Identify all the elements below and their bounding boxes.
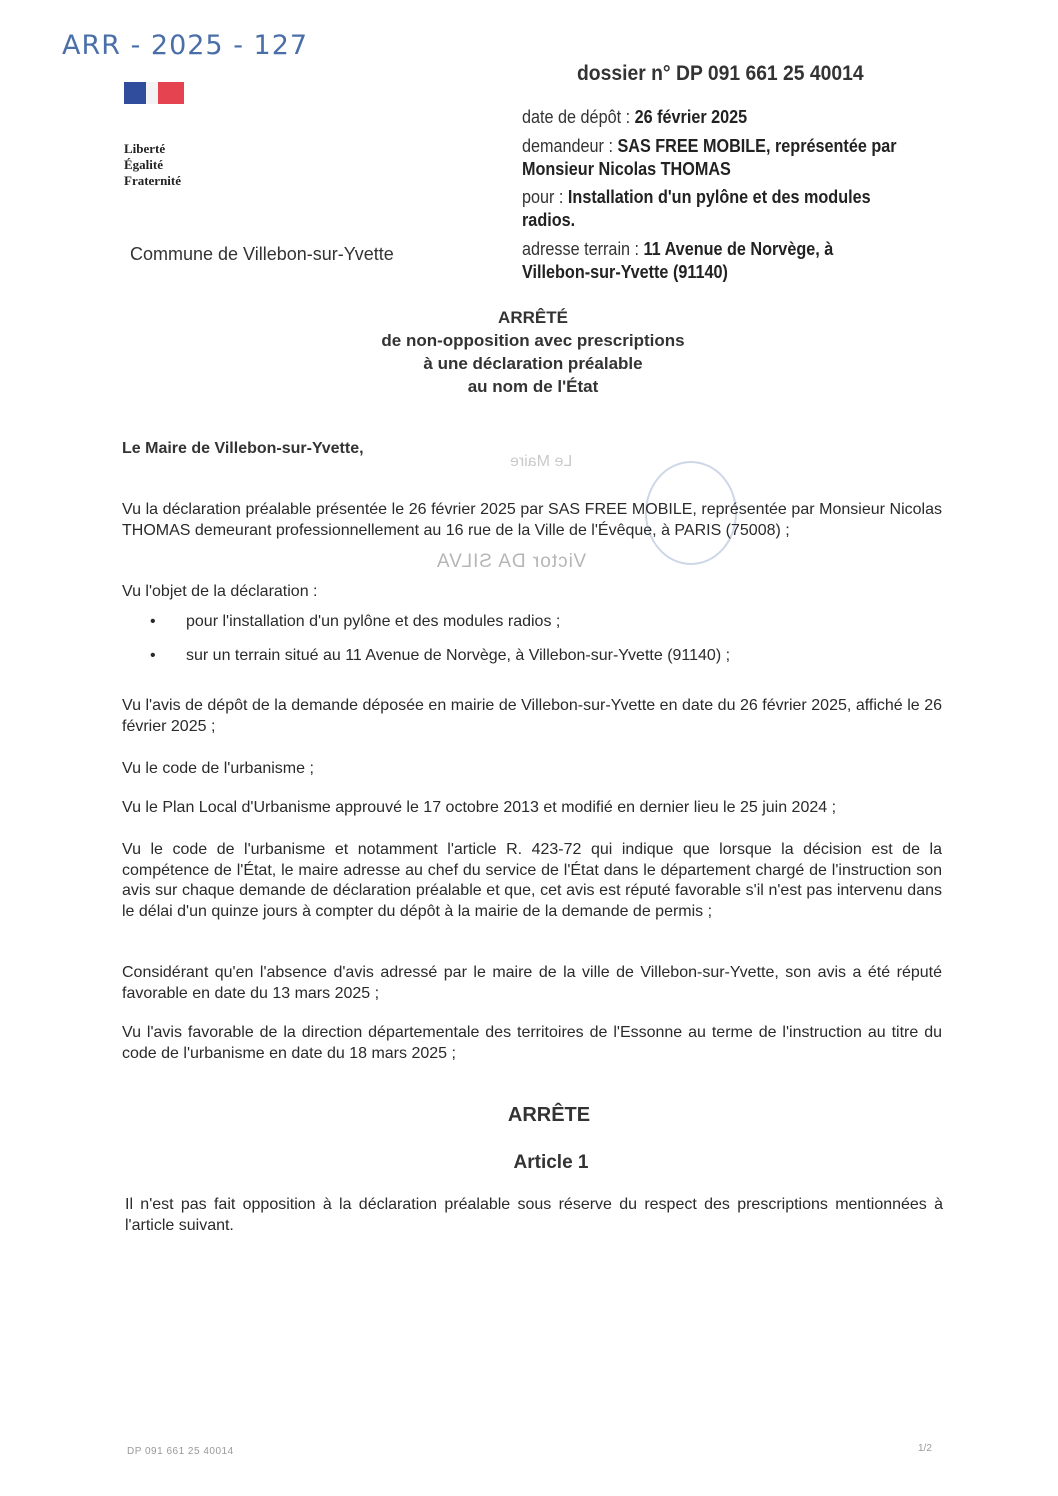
purpose-value: Installation d'un pylône et des modules radios. <box>522 187 871 230</box>
paragraph-declaration: Vu la déclaration préalable présentée le 26 février 2025 par SAS FREE MOBILE, représentée par Monsieur Nicolas THOMAS demeurant professionnellement au 16 rue de la Ville de l'Évêque, à PARIS (75008) ; <box>122 501 942 539</box>
land-address-label: adresse terrain : <box>522 239 644 259</box>
list-item-text: pour l'installation d'un pylône et des modules radios ; <box>186 613 561 630</box>
motto-fraternite: Fraternité <box>124 173 182 188</box>
handwritten-reference: ARR - 2025 - 127 <box>62 30 309 61</box>
footer-reference: DP 091 661 25 40014 <box>127 1446 234 1457</box>
republic-motto <box>124 141 181 189</box>
applicant-label: demandeur : <box>522 136 618 156</box>
title-line-4: au nom de l'État <box>467 377 599 396</box>
decision-heading: ARRÊTE <box>507 1104 591 1126</box>
title-line-3: à une déclaration préalable <box>423 354 643 373</box>
republique-flag-logo <box>124 82 184 104</box>
title-arrete: ARRÊTÉ <box>498 308 568 327</box>
purpose-label: pour : <box>522 187 568 207</box>
page-number: 1/2 <box>918 1443 932 1454</box>
stamp-mayor-text: Le Maire <box>510 453 573 470</box>
paragraph-ddt-opinion: Vu l'avis favorable de la direction départementale des territoires de l'Essonne au terme de l'instruction au titre du code de l'urbanisme en date du 18 mars 2025 ; <box>122 1024 942 1062</box>
paragraph-object: Vu l'objet de la déclaration : <box>122 583 318 600</box>
deposit-date <box>522 106 900 129</box>
paragraph-code: Vu le code de l'urbanisme ; <box>122 760 314 777</box>
mayor-heading: Le Maire de Villebon-sur-Yvette, <box>122 440 364 457</box>
bullet-icon: • <box>150 613 156 630</box>
title-line-2: de non-opposition avec prescriptions <box>381 331 685 350</box>
paragraph-plu: Vu le Plan Local d'Urbanisme approuvé le 17 octobre 2013 et modifié en dernier lieu le 25 juin 2024 ; <box>122 799 837 816</box>
applicant-value: SAS FREE MOBILE, représentée par Monsieur Nicolas THOMAS <box>522 136 897 179</box>
commune-name: Commune de Villebon-sur-Yvette <box>130 244 394 264</box>
paragraph-article: Vu le code de l'urbanisme et notamment l'article R. 423-72 qui indique que lorsque la décision est de la compétence de l'État, le maire adresse au chef du service de l'État dans le département chargé de l'instruction son avis sur chaque demande de déclaration préalable et que, cet avis est réputé favorable s'il n'est pas intervenu dans le délai d'un quinze jours à compter du dépôt à la mairie de la demande de permis ; <box>122 841 942 920</box>
land-address <box>522 238 900 284</box>
bullet-icon: • <box>150 647 156 664</box>
article-1-text: Il n'est pas fait opposition à la déclaration préalable sous réserve du respect des prescriptions mentionnées à l'article suivant. <box>125 1196 943 1234</box>
motto-liberte: Liberté <box>124 141 166 156</box>
paragraph-deposit-notice: Vu l'avis de dépôt de la demande déposée en mairie de Villebon-sur-Yvette en date du 26 février 2025, affiché le 26 février 2025 ; <box>122 697 942 735</box>
paragraph-considering: Considérant qu'en l'absence d'avis adressé par le maire de la ville de Villebon-sur-Yvette, son avis a été réputé favorable en date du 13 mars 2025 ; <box>122 964 942 1002</box>
stamp-signatory-name: Victor DA SILVA <box>436 551 587 572</box>
deposit-date-label: date de dépôt : <box>522 107 635 127</box>
applicant <box>522 135 900 181</box>
land-address-value: 11 Avenue de Norvège, à Villebon-sur-Yvette (91140) <box>522 239 834 282</box>
article-1-heading: Article 1 <box>513 1152 589 1173</box>
motto-egalite: Égalité <box>124 157 163 172</box>
purpose <box>522 186 900 232</box>
list-item-text: sur un terrain situé au 11 Avenue de Norvège, à Villebon-sur-Yvette (91140) ; <box>186 647 731 664</box>
dossier-number: dossier n° DP 091 661 25 40014 <box>577 62 864 85</box>
document-title <box>290 306 776 398</box>
deposit-date-value: 26 février 2025 <box>634 107 748 127</box>
